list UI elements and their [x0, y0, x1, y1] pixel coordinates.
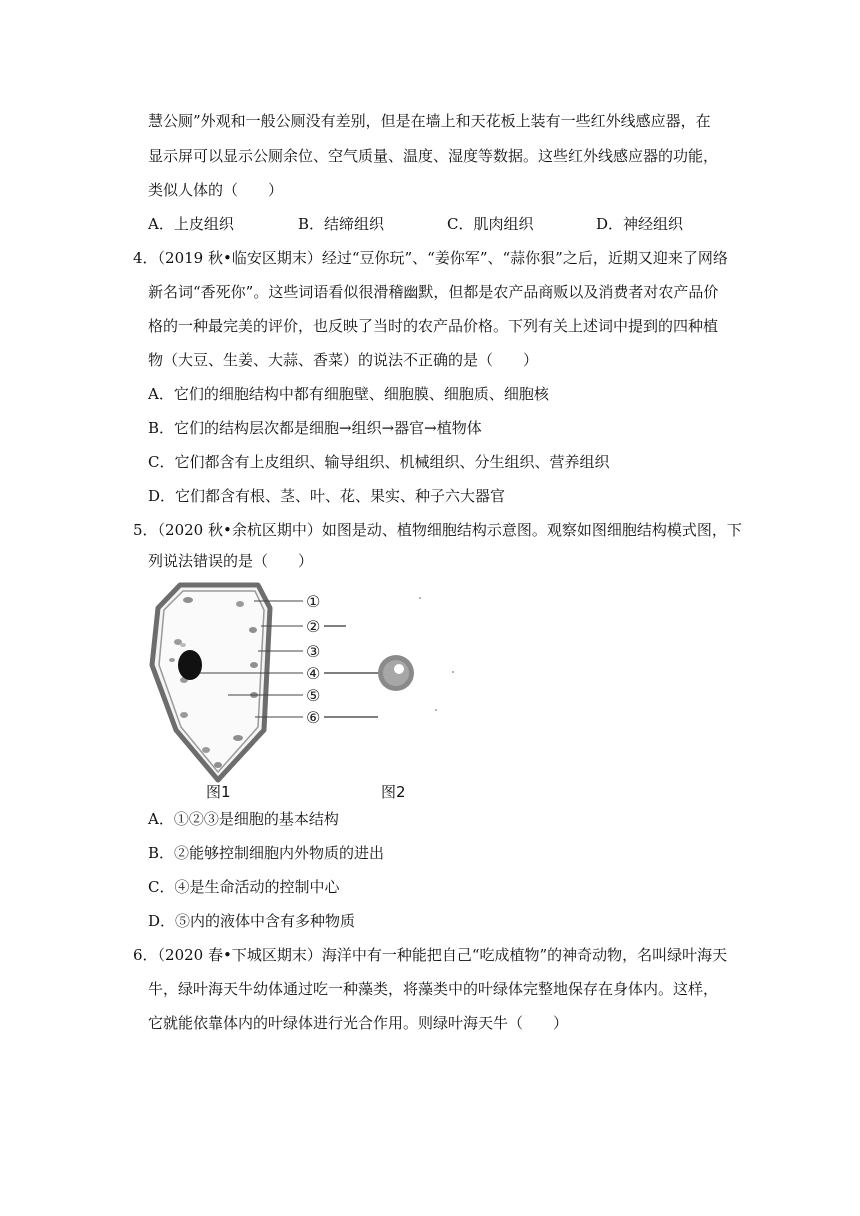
plant-cell-diagram [152, 585, 303, 780]
label-4: ④ [306, 664, 321, 683]
q5-option-b: B．②能够控制细胞内外物质的进出 [148, 844, 385, 862]
figure-label-group [306, 592, 320, 727]
q3-option-a: A．上皮组织 [148, 215, 234, 233]
q6-line-2: 牛，绿叶海天牛幼体通过吃一种藻类，将藻类中的叶绿体完整地保存在身体内。这样， [148, 980, 719, 998]
label-2: ② [306, 617, 321, 636]
q4-option-c: C．它们都含有上皮组织、输导组织、机械组织、分生组织、营养组织 [148, 453, 610, 471]
q4-line-1: 4．（2019 秋•临安区期末）经过“豆你玩”、“姜你军”、“蒜你狠”之后，近期又迎来了网络 [133, 249, 728, 267]
q3-line-1: 慧公厕”外观和一般公厕没有差别，但是在墙上和天花板上装有一些红外线感应器，在 [148, 112, 711, 130]
cell-diagram-svg [148, 580, 468, 800]
q5-option-d: D．⑤内的液体中含有多种物质 [148, 912, 356, 930]
q4-line-2: 新名词“香死你”。这些词语看似很滑稽幽默，但都是农产品商贩以及消费者对农产品价 [148, 283, 719, 301]
q5-option-c: C．④是生命活动的控制中心 [148, 878, 340, 896]
q4-option-b: B．它们的结构层次都是细胞→组织→器官→植物体 [148, 419, 482, 437]
cell-structure-figure [148, 580, 448, 800]
q3-line-3: 类似人体的（ ） [148, 181, 284, 199]
q5-line-2: 列说法错误的是（ ） [148, 552, 314, 570]
q3-option-c: C．肌肉组织 [447, 215, 534, 233]
q4-line-3: 格的一种最完美的评价，也反映了当时的农产品价格。下列有关上述词中提到的四种植 [148, 317, 719, 335]
animal-cell-diagram [378, 597, 454, 711]
q6-line-1: 6．（2020 春•下城区期末）海洋中有一种能把自己“吃成植物”的神奇动物，名叫绿叶海天 [133, 946, 728, 964]
q4-option-d: D．它们都含有根、茎、叶、花、果实、种子六大器官 [148, 487, 506, 505]
label-6: ⑥ [306, 708, 321, 727]
q3-line-2: 显示屏可以显示公厕余位、空气质量、温度、湿度等数据。这些红外线感应器的功能， [148, 147, 719, 165]
q4-option-a: A．它们的细胞结构中都有细胞壁、细胞膜、细胞质、细胞核 [148, 385, 549, 403]
figure-1-caption: 图1 [206, 783, 231, 801]
q6-line-3: 它就能依靠体内的叶绿体进行光合作用。则绿叶海天牛（ ） [148, 1014, 569, 1032]
q5-line-1: 5．（2020 秋•余杭区期中）如图是动、植物细胞结构示意图。观察如图细胞结构模式图，下 [133, 521, 742, 539]
q5-option-a: A．①②③是细胞的基本结构 [148, 810, 339, 828]
figure-2-caption: 图2 [381, 783, 406, 801]
label-1: ① [306, 592, 321, 611]
q3-option-b: B．结缔组织 [298, 215, 385, 233]
q4-line-4: 物（大豆、生姜、大蒜、香菜）的说法不正确的是（ ） [148, 351, 539, 369]
q3-option-d: D．神经组织 [596, 215, 684, 233]
label-5: ⑤ [306, 686, 321, 705]
label-3: ③ [306, 642, 321, 661]
